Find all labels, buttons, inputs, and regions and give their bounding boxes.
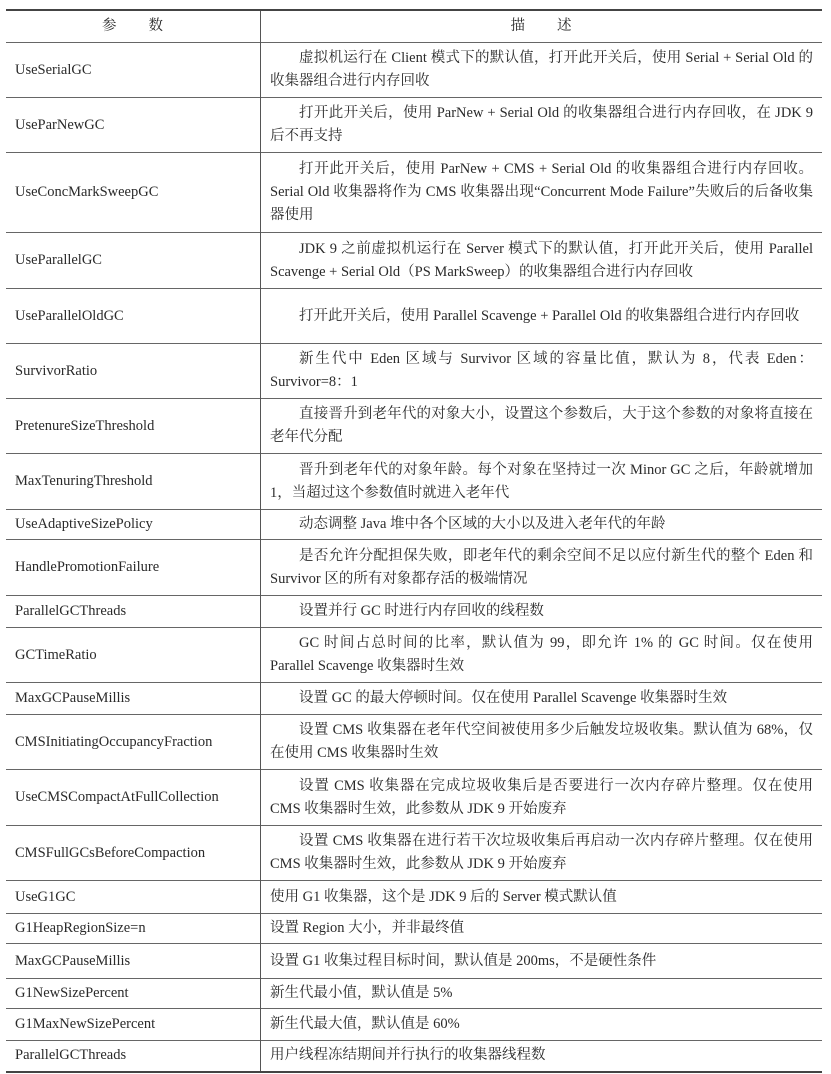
table-row <box>6 510 822 540</box>
table-row <box>6 344 822 399</box>
param-cell: UseParNewGC <box>6 98 261 153</box>
desc-cell: 设置 G1 收集过程目标时间，默认值是 200ms，不是硬性条件 <box>261 944 823 979</box>
table-row <box>6 1041 822 1072</box>
desc-cell: GC 时间占总时间的比率，默认值为 99，即允许 1% 的 GC 时间。仅在使用 Parallel Scavenge 收集器时生效 <box>261 628 823 683</box>
table-row <box>6 881 822 914</box>
param-cell: CMSInitiatingOccupancyFraction <box>6 715 261 770</box>
desc-cell: 设置 Region 大小，并非最终值 <box>261 914 823 944</box>
table-row <box>6 770 822 826</box>
param-cell: UseSerialGC <box>6 43 261 98</box>
desc-cell: 晋升到老年代的对象年龄。每个对象在坚持过一次 Minor GC 之后，年龄就增加 1，当超过这个参数值时就进入老年代 <box>261 454 823 510</box>
gc-parameters-table <box>6 9 822 1073</box>
table-row <box>6 98 822 153</box>
param-cell: MaxTenuringThreshold <box>6 454 261 510</box>
desc-cell: 用户线程冻结期间并行执行的收集器线程数 <box>261 1041 823 1072</box>
table-row <box>6 1009 822 1041</box>
desc-cell: 设置 CMS 收集器在老年代空间被使用多少后触发垃圾收集。默认值为 68%，仅在使用 CMS 收集器时生效 <box>261 715 823 770</box>
param-cell: MaxGCPauseMillis <box>6 683 261 715</box>
param-cell: G1HeapRegionSize=n <box>6 914 261 944</box>
table-row <box>6 454 822 510</box>
param-cell: ParallelGCThreads <box>6 596 261 628</box>
table-row <box>6 289 822 344</box>
table-row <box>6 683 822 715</box>
desc-cell: 设置 CMS 收集器在进行若干次垃圾收集后再启动一次内存碎片整理。仅在使用 CMS 收集器时生效，此参数从 JDK 9 开始废弃 <box>261 826 823 881</box>
desc-cell: 动态调整 Java 堆中各个区域的大小以及进入老年代的年龄 <box>261 510 823 540</box>
param-cell: GCTimeRatio <box>6 628 261 683</box>
table-row <box>6 944 822 979</box>
table-row <box>6 540 822 596</box>
desc-cell: 设置并行 GC 时进行内存回收的线程数 <box>261 596 823 628</box>
desc-cell: JDK 9 之前虚拟机运行在 Server 模式下的默认值，打开此开关后，使用 Parallel Scavenge + Serial Old（PS MarkSweep）的收集器组合进行内存回收 <box>261 233 823 289</box>
table-row <box>6 233 822 289</box>
param-cell: SurvivorRatio <box>6 344 261 399</box>
param-cell: G1MaxNewSizePercent <box>6 1009 261 1041</box>
param-cell: G1NewSizePercent <box>6 979 261 1009</box>
table-row <box>6 43 822 98</box>
desc-cell: 直接晋升到老年代的对象大小，设置这个参数后，大于这个参数的对象将直接在老年代分配 <box>261 399 823 454</box>
desc-cell: 打开此开关后，使用 ParNew + Serial Old 的收集器组合进行内存回收，在 JDK 9 后不再支持 <box>261 98 823 153</box>
table-row <box>6 596 822 628</box>
param-cell: UseConcMarkSweepGC <box>6 153 261 233</box>
param-cell: UseParallelGC <box>6 233 261 289</box>
desc-cell: 新生代最大值，默认值是 60% <box>261 1009 823 1041</box>
param-cell: UseAdaptiveSizePolicy <box>6 510 261 540</box>
param-cell: UseCMSCompactAtFullCollection <box>6 770 261 826</box>
table-row <box>6 715 822 770</box>
table-row <box>6 399 822 454</box>
desc-cell: 新生代中 Eden 区域与 Survivor 区域的容量比值，默认为 8，代表 Eden：Survivor=8：1 <box>261 344 823 399</box>
desc-cell: 设置 GC 的最大停顿时间。仅在使用 Parallel Scavenge 收集器时生效 <box>261 683 823 715</box>
table-row <box>6 153 822 233</box>
table-row <box>6 979 822 1009</box>
table-row <box>6 826 822 881</box>
desc-cell: 使用 G1 收集器，这个是 JDK 9 后的 Server 模式默认值 <box>261 881 823 914</box>
param-cell: CMSFullGCsBeforeCompaction <box>6 826 261 881</box>
header-desc: 描 述 <box>510 18 573 34</box>
desc-cell: 打开此开关后，使用 ParNew + CMS + Serial Old 的收集器组合进行内存回收。Serial Old 收集器将作为 CMS 收集器出现“Concurrent Mode Failure”失败后的后备收集器使用 <box>261 153 823 233</box>
param-cell: UseG1GC <box>6 881 261 914</box>
desc-cell: 虚拟机运行在 Client 模式下的默认值，打开此开关后，使用 Serial + Serial Old 的收集器组合进行内存回收 <box>261 43 823 98</box>
table-header-row <box>6 10 822 43</box>
param-cell: HandlePromotionFailure <box>6 540 261 596</box>
param-cell: ParallelGCThreads <box>6 1041 261 1072</box>
desc-cell: 设置 CMS 收集器在完成垃圾收集后是否要进行一次内存碎片整理。仅在使用 CMS 收集器时生效，此参数从 JDK 9 开始废弃 <box>261 770 823 826</box>
desc-cell: 新生代最小值，默认值是 5% <box>261 979 823 1009</box>
header-param: 参 数 <box>6 10 261 43</box>
table-row <box>6 914 822 944</box>
table-row <box>6 628 822 683</box>
param-cell: UseParallelOldGC <box>6 289 261 344</box>
param-cell: MaxGCPauseMillis <box>6 944 261 979</box>
desc-cell: 是否允许分配担保失败，即老年代的剩余空间不足以应付新生代的整个 Eden 和 Survivor 区的所有对象都存活的极端情况 <box>261 540 823 596</box>
desc-cell: 打开此开关后，使用 Parallel Scavenge + Parallel Old 的收集器组合进行内存回收 <box>261 289 823 344</box>
param-cell: PretenureSizeThreshold <box>6 399 261 454</box>
